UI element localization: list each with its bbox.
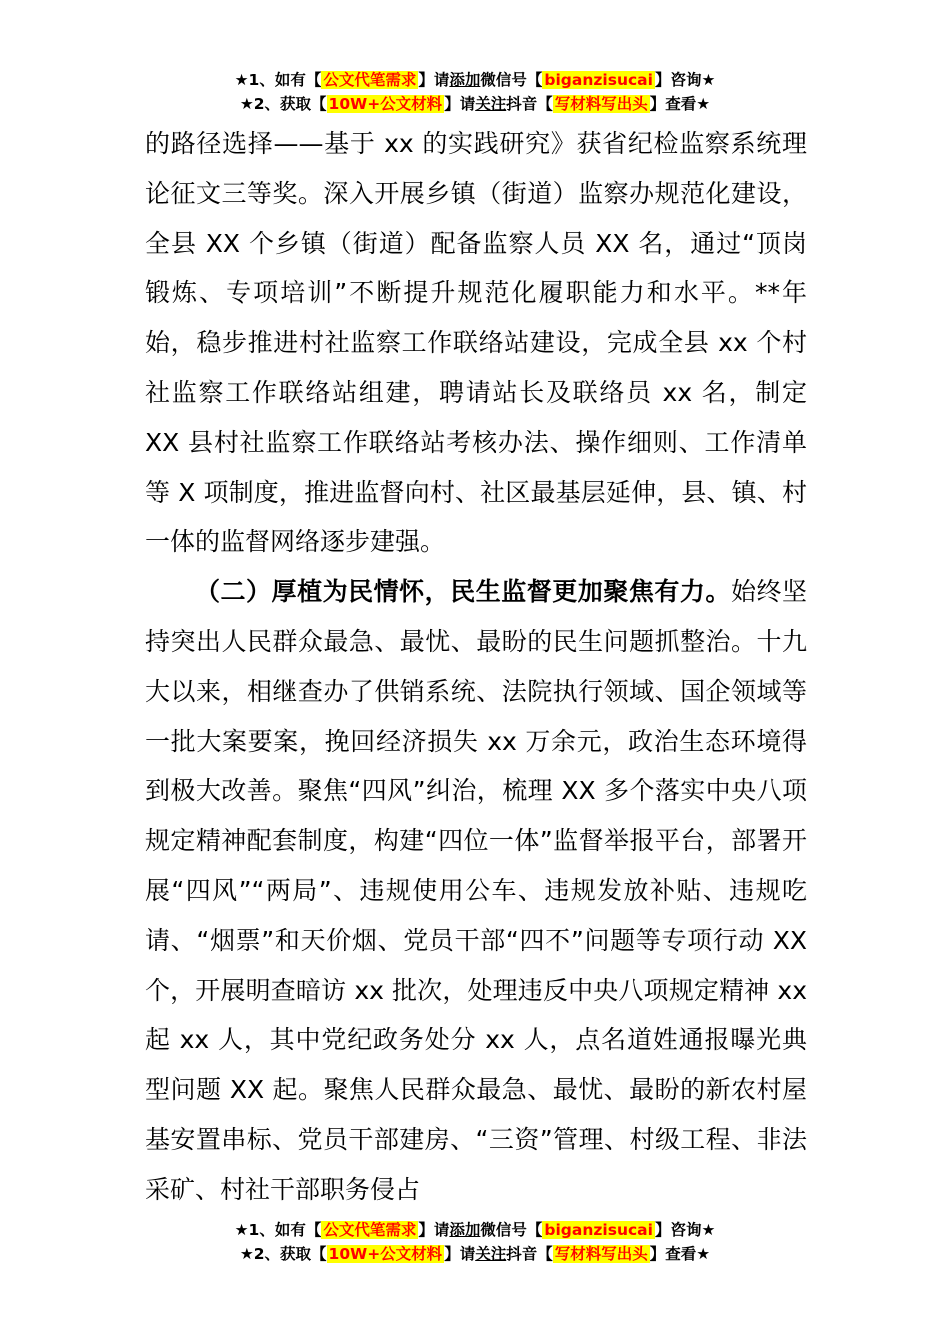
- banner-text: 抖音【: [506, 95, 553, 113]
- banner-highlight: 10W+公文材料: [328, 95, 443, 113]
- banner-highlight: 写材料写出头: [554, 1245, 648, 1263]
- banner-highlight: 公文代笔需求: [323, 71, 417, 89]
- paragraph-2: [145, 567, 807, 1214]
- header-banner: [0, 68, 950, 116]
- banner-line-1: [0, 68, 950, 92]
- footer-banner: [0, 1218, 950, 1266]
- banner-text: 】查看★: [649, 1245, 711, 1263]
- banner-underlined: 添加: [449, 71, 481, 89]
- paragraph-text: 始终坚持突出人民群众最急、最忧、最盼的民生问题抓整治。十九大以来，相继查办了供销系统、法院执行领域、国企领域等一批大案要案，挽回经济损失 xx 万余元，政治生态环境得到极大改善。聚焦“四风”纠治，梳理 XX 多个落实中央八项规定精神配套制度，构建“四位一体”监督举报平台，部署开展“四风”“两局”、违规使用公车、违规发放补贴、违规吃请、“烟票”和天价烟、党员干部“四不”问题等专项行动 XX 个，开展明查暗访 xx 批次，处理违反中央八项规定精神 xx 起 xx 人，其中党纪政务处分 xx 人，点名道姓通报曝光典型问题 XX 起。聚焦人民群众最急、最忧、最盼的新农村屋基安置串标、党员干部建房、“三资”管理、村级工程、非法采矿、村社干部职务侵占: [145, 577, 807, 1204]
- section-heading: （二）厚植为民情怀，民生监督更加聚焦有力。: [195, 577, 731, 607]
- paragraph-text: 的路径选择——基于 xx 的实践研究》获省纪检监察系统理论征文三等奖。深入开展乡镇（街道）监察办规范化建设，全县 XX 个乡镇（街道）配备监察人员 XX 名，通过“顶岗锻炼、专项培训”不断提升规范化履职能力和水平。**年始，稳步推进村社监察工作联络站建设，完成全县 xx 个村社监察工作联络站组建，聘请站长及联络员 xx 名，制定 XX 县村社监察工作联络站考核办法、操作细则、工作清单等 X 项制度，推进监督向村、社区最基层延伸，县、镇、村一体的监督网络逐步建强。: [145, 129, 807, 557]
- banner-text: 微信号【: [480, 71, 543, 89]
- paragraph-1: [145, 119, 807, 567]
- banner-text: 】咨询★: [654, 1221, 716, 1239]
- banner-line-2: [0, 92, 950, 116]
- banner-text: ★2、获取【: [239, 1245, 327, 1263]
- banner-text: 】请: [418, 71, 450, 89]
- banner-text: ★1、如有【: [234, 1221, 322, 1239]
- banner-underlined: 关注: [475, 1245, 507, 1263]
- banner-text: ★2、获取【: [239, 95, 327, 113]
- banner-text: 】查看★: [649, 95, 711, 113]
- banner-highlight: biganzisucai: [544, 71, 653, 89]
- banner-underlined: 添加: [449, 1221, 481, 1239]
- banner-text: 】咨询★: [654, 71, 716, 89]
- banner-underlined: 关注: [475, 95, 507, 113]
- banner-text: 】请: [418, 1221, 450, 1239]
- banner-highlight: biganzisucai: [544, 1221, 653, 1239]
- banner-line-2: [0, 1242, 950, 1266]
- banner-text: 微信号【: [480, 1221, 543, 1239]
- banner-text: 抖音【: [506, 1245, 553, 1263]
- banner-line-1: [0, 1218, 950, 1242]
- banner-text: 】请: [444, 95, 476, 113]
- banner-highlight: 公文代笔需求: [323, 1221, 417, 1239]
- document-body: [145, 119, 807, 1215]
- banner-text: 】请: [444, 1245, 476, 1263]
- banner-highlight: 10W+公文材料: [328, 1245, 443, 1263]
- banner-text: ★1、如有【: [234, 71, 322, 89]
- banner-highlight: 写材料写出头: [554, 95, 648, 113]
